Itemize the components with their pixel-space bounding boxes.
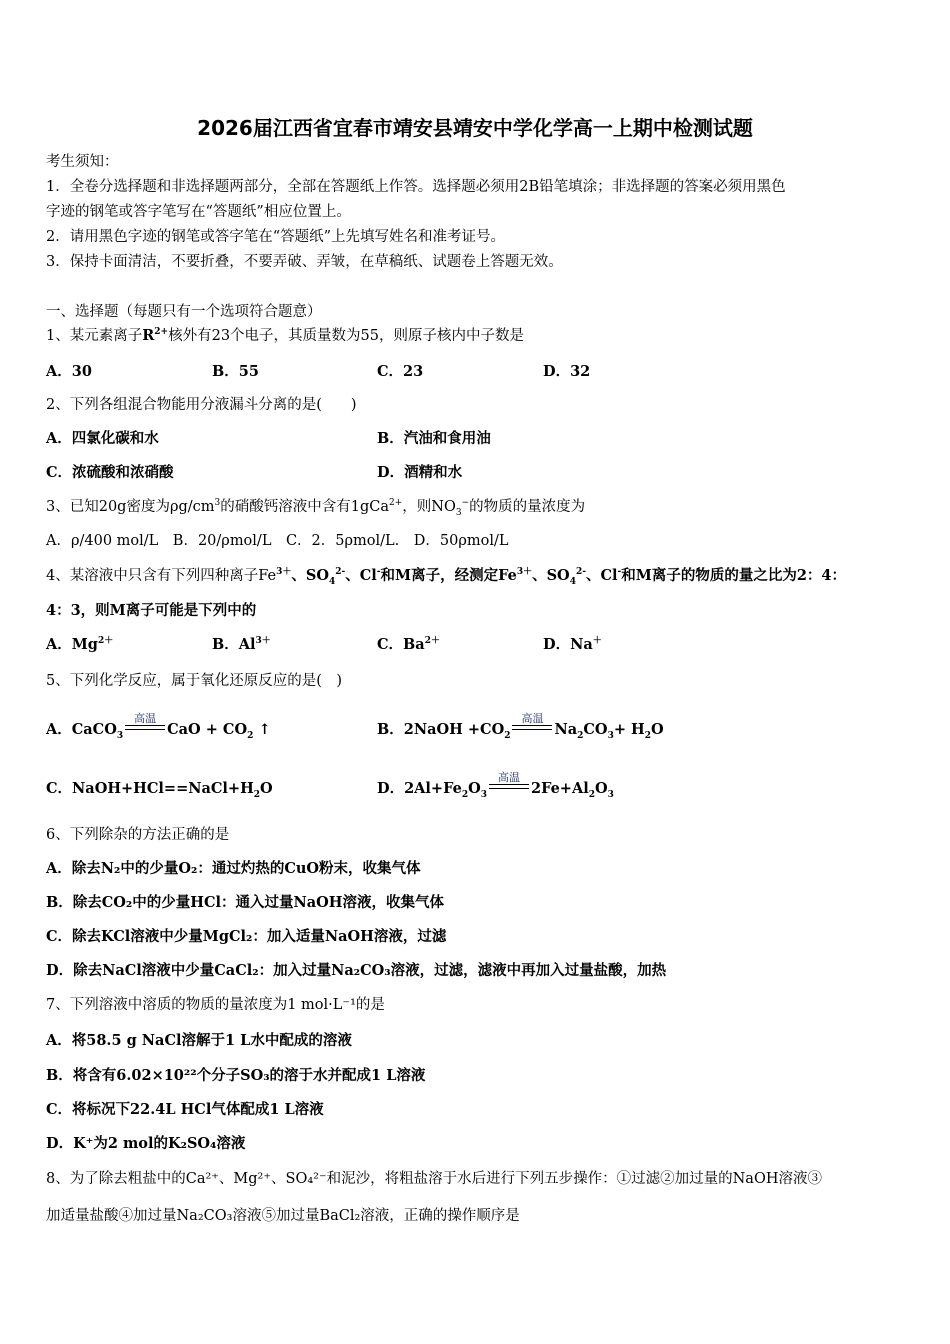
notice-line-1b: 字迹的钢笔或答字笔写在“答题纸”相应位置上。 xyxy=(46,204,351,220)
notice-line-3: 3．保持卡面清洁，不要折叠，不要弄破、弄皱，在草稿纸、试题卷上答题无效。 xyxy=(46,254,563,270)
question-8-stem-line2: 加适量盐酸④加过量Na₂CO₃溶液⑤加过量BaCl₂溶液，正确的操作顺序是 xyxy=(46,1208,520,1224)
notice-line-2: 2．请用黑色字迹的钢笔或答字笔在“答题纸”上先填写姓名和准考证号。 xyxy=(46,229,506,245)
q4-option-c: C．$Ba^{2+}$ xyxy=(377,636,440,653)
section-heading: 一、选择题（每题只有一个选项符合题意） xyxy=(46,304,322,320)
q7-option-a: A．将58.5 g NaCl溶解于1 L水中配成的溶液 xyxy=(46,1032,352,1049)
notice-heading: 考生须知： xyxy=(46,154,119,170)
question-1-stem: 1、某元素离子$R^{2+}$核外有23个电子，其质量数为55，则原子核内中子数是 xyxy=(46,327,525,344)
q6-option-d: D．除去NaCl溶液中少量CaCl₂：加入过量Na₂CO₃溶液，过滤，滤液中再加入过量盐酸，加热 xyxy=(46,962,667,979)
q4-option-b: B．$Al^{3+}$ xyxy=(212,636,271,653)
q7-option-c: C．将标况下22.4L HCl气体配成1 L溶液 xyxy=(46,1101,324,1118)
q5-option-b: B．2NaOH $+CO_2$ 高温 $Na_2CO_3+ H_2O$ xyxy=(377,712,664,741)
question-7-stem: 7、下列溶液中溶质的物质的量浓度为1 mol·L⁻¹的是 xyxy=(46,997,385,1013)
q5-option-d: D．$2Al+Fe_2O_3$ 高温 $2Fe+Al_2O_3$ xyxy=(377,771,614,800)
condition-arrow: 高温 xyxy=(125,723,165,737)
page-title: 2026届江西省宜春市靖安县靖安中学化学高一上期中检测试题 xyxy=(197,116,753,140)
q2-option-c: C．浓硫酸和浓硝酸 xyxy=(46,464,174,481)
question-2-stem: 2、下列各组混合物能用分液漏斗分离的是( ) xyxy=(46,397,357,413)
notice-line-1a: 1．全卷分选择题和非选择题两部分，全部在答题纸上作答。选择题必须用2B铅笔填涂；非选择题的答案必须用黑色 xyxy=(46,179,786,195)
question-4-stem-line1: 4、某溶液中只含有下列四种离子$Fe^{3+}$、$SO_4^{2-}$、Cl-和M离子，经测定$Fe^{3+}$、$SO_4^{2-}$、Cl-和M离子的物质的量之比为2：4： xyxy=(46,567,846,587)
question-8-stem-line1: 8、为了除去粗盐中的Ca²⁺、Mg²⁺、SO₄²⁻和泥沙，将粗盐溶于水后进行下列五步操作：①过滤②加过量的NaOH溶液③ xyxy=(46,1171,822,1187)
q5-option-a: A．CaCO$_3$ 高温 CaO + $CO_2$ ↑ xyxy=(46,712,271,741)
question-5-stem: 5、下列化学反应，属于氧化还原反应的是( ) xyxy=(46,673,343,689)
q2-option-d: D．酒精和水 xyxy=(377,464,463,481)
q7-option-d: D．K⁺为2 mol的K₂SO₄溶液 xyxy=(46,1135,246,1152)
q2-option-b: B．汽油和食用油 xyxy=(377,430,491,447)
q1-option-b: B．55 xyxy=(212,363,259,380)
question-6-stem: 6、下列除杂的方法正确的是 xyxy=(46,827,230,843)
q3-options: A．ρ/400 mol/L B．20/ρmol/L C．2．5ρmol/L. D．50ρmol/L xyxy=(46,533,509,549)
q7-option-b: B．将含有6.02×10²²个分子SO₃的溶于水并配成1 L溶液 xyxy=(46,1067,426,1084)
q4-option-a: A．$Mg^{2+}$ xyxy=(46,636,114,653)
q6-option-b: B．除去CO₂中的少量HCl：通入过量NaOH溶液，收集气体 xyxy=(46,894,445,911)
q2-option-a: A．四氯化碳和水 xyxy=(46,430,159,447)
q4-option-d: D．Na＋ xyxy=(543,636,602,653)
q6-option-a: A．除去N₂中的少量O₂：通过灼热的CuO粉末，收集气体 xyxy=(46,860,421,877)
q1-option-c: C．23 xyxy=(377,363,424,380)
question-4-stem-line2: 4：3，则M离子可能是下列中的 xyxy=(46,602,257,619)
condition-arrow: 高温 xyxy=(489,782,529,796)
q1-option-d: D．32 xyxy=(543,363,591,380)
condition-arrow: 高温 xyxy=(512,723,552,737)
question-3-stem: 3、已知20g密度为$\rho g/cm^3$的硝酸钙溶液中含有1gCa$^{2+}$，则$NO_3^-$的物质的量浓度为 xyxy=(46,498,586,518)
q6-option-c: C．除去KCl溶液中少量MgCl₂：加入适量NaOH溶液，过滤 xyxy=(46,928,447,945)
q1-option-a: A．30 xyxy=(46,363,92,380)
q5-option-c: C．$NaOH+HCl==NaCl+H_2O$ xyxy=(46,780,273,800)
